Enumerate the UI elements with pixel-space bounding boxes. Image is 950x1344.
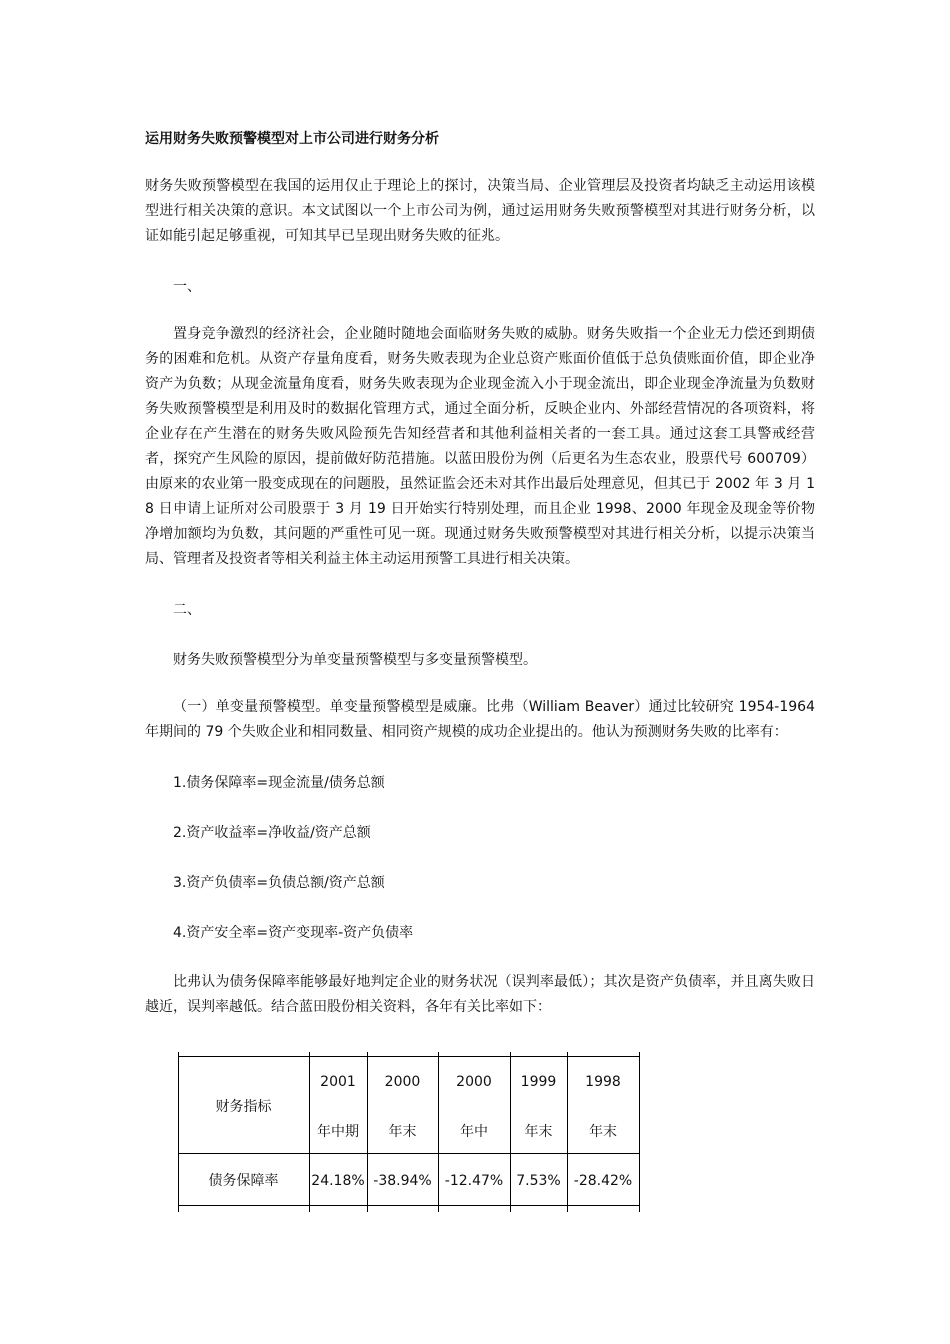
table-col-year: 2001 bbox=[320, 1074, 356, 1090]
table-cell: -12.47% bbox=[444, 1173, 504, 1189]
table-col-period: 年中 bbox=[460, 1124, 488, 1140]
table-col-year: 1999 bbox=[520, 1074, 557, 1090]
table-col-period: 年末 bbox=[589, 1124, 617, 1140]
ratio-item: 4.资产安全率=资产变现率-资产负债率 bbox=[173, 925, 414, 941]
table-col-year: 1998 bbox=[585, 1074, 621, 1090]
table-col-period: 年中期 bbox=[317, 1124, 359, 1140]
ratio-item: 3.资产负债率=负债总额/资产总额 bbox=[173, 875, 385, 891]
document-title: 运用财务失败预警模型对上市公司进行财务分析 bbox=[145, 131, 439, 147]
table-col-period: 年末 bbox=[388, 1124, 417, 1140]
section-1-heading: 一、 bbox=[173, 279, 201, 295]
table-cell: -38.94% bbox=[373, 1173, 432, 1189]
ratio-item: 2.资产收益率=净收益/资产总额 bbox=[173, 825, 371, 841]
intro-paragraph: 财务失败预警模型在我国的运用仅止于理论上的探讨，决策当局、企业管理层及投资者均缺乏主动运用该模型进行相关决策的意识。本文试图以一个上市公司为例，通过运用财务失败预警模型对其进行财务分析，以证如能引起足够重视，可知其早已呈现出财务失败的征兆。 bbox=[145, 178, 815, 244]
table-cell: -28.42% bbox=[573, 1173, 633, 1189]
table-col-period: 年末 bbox=[524, 1124, 553, 1140]
ratio-item: 1.债务保障率=现金流量/债务总额 bbox=[173, 775, 385, 791]
ratio-table bbox=[178, 1052, 698, 1212]
table-header-label: 财务指标 bbox=[215, 1099, 272, 1115]
table-rule bbox=[178, 1153, 640, 1154]
table-cell: 24.18% bbox=[311, 1173, 365, 1189]
section-1-body: 置身竞争激烈的经济社会，企业随时随地会面临财务失败的威胁。财务失败指一个企业无力偿还到期债务的困难和危机。从资产存量角度看，财务失败表现为企业总资产账面价值低于总负债账面价值，即企业净资产为负数；从现金流量角度看，财务失败表现为企业现金流入小于现金流出，即企业现金净流量为负数财务失败预警模型是利用及时的数据化管理方式，通过全面分析，反映企业内、外部经营情况的各项资料，将企业存在产生潜在的财务失败风险预先告知经营者和其他利益相关者的一套工具。通过这套工具警戒经营者，探究产生风险的原因，提前做好防范措施。以蓝田股份为例（后更名为生态农业，股票代号 600709）由原来的农业第一股变成现在的问题股，虽然证监会还未对其作出最后处理意见，但其已于 2002 年 3 月 18 日申请上证所对公司股票于 3 月 19 日开始实行特别处理，而且企业 1998、2000 年现金及现金等价物净增加额均为负数，其问题的严重性可见一斑。现通过财务失败预警模型对其进行相关分析，以提示决策当局、管理者及投资者等相关利益主体主动运用预警工具进行相关决策。 bbox=[145, 326, 815, 567]
section-2-heading: 二、 bbox=[173, 602, 201, 618]
conclusion-paragraph: 比弗认为债务保障率能够最好地判定企业的财务状况（误判率最低）；其次是资产负债率，并且离失败日越近，误判率越低。结合蓝田股份相关资料，各年有关比率如下： bbox=[145, 974, 815, 1015]
univariate-paragraph: （一）单变量预警模型。单变量预警模型是威廉。比弗（William Beaver）通过比较研究 1954-1964 年期间的 79 个失败企业和相同数量、相同资产规模的成功企业提出的。他认为预测财务失败的比率有： bbox=[145, 699, 815, 740]
section-2-intro: 财务失败预警模型分为单变量预警模型与多变量预警模型。 bbox=[173, 652, 537, 668]
table-rule bbox=[178, 1205, 640, 1206]
table-col-year: 2000 bbox=[456, 1074, 492, 1090]
table-cell: 7.53% bbox=[516, 1173, 561, 1189]
table-row-label: 债务保障率 bbox=[208, 1173, 279, 1189]
table-rule bbox=[639, 1052, 640, 1212]
table-col-year: 2000 bbox=[384, 1074, 421, 1090]
table-rule bbox=[178, 1056, 640, 1057]
